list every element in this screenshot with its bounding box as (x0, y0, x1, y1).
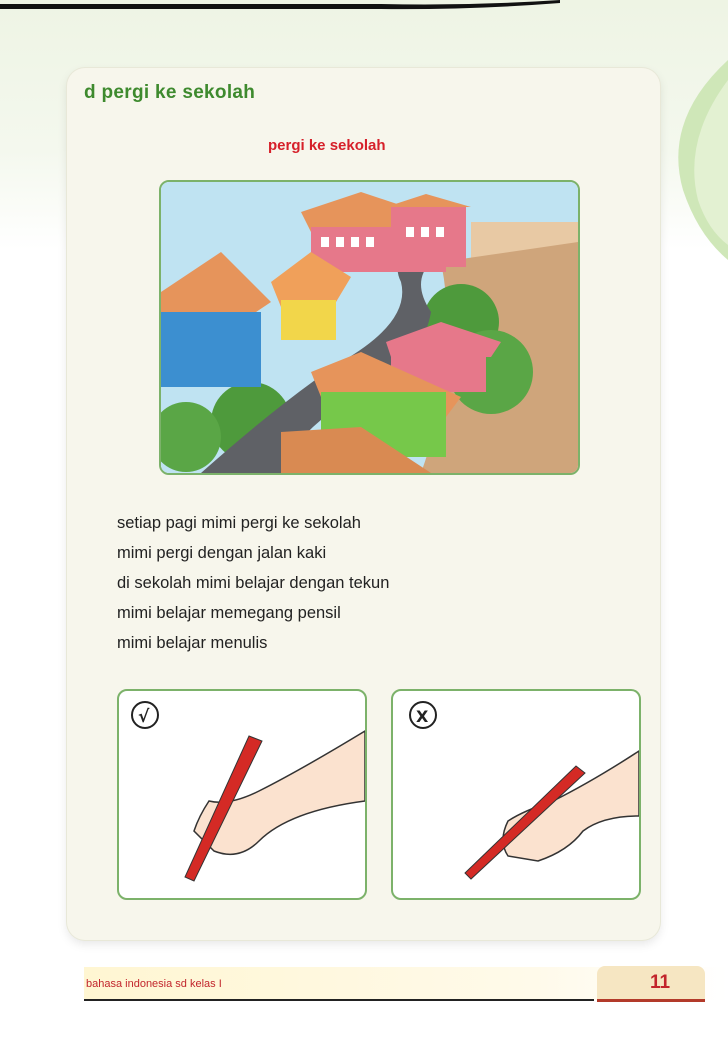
incorrect-grip-panel (391, 689, 641, 900)
reading-line: setiap pagi mimi pergi ke sekolah (117, 514, 361, 532)
reading-line: mimi belajar memegang pensil (117, 604, 341, 622)
incorrect-mark-symbol: X (416, 707, 429, 726)
reading-title: pergi ke sekolah (268, 137, 386, 154)
footer-book-title: bahasa indonesia sd kelas I (86, 978, 222, 990)
leaf-decoration (653, 60, 728, 260)
reading-line: mimi belajar menulis (117, 634, 268, 652)
school-street-illustration (159, 180, 580, 475)
reading-line: di sekolah mimi belajar dengan tekun (117, 574, 390, 592)
footer-rule (84, 999, 594, 1001)
top-decoration (0, 0, 728, 30)
section-heading: d pergi ke sekolah (84, 82, 256, 103)
reading-line: mimi pergi dengan jalan kaki (117, 544, 327, 562)
correct-grip-panel (117, 689, 367, 900)
correct-mark-symbol: √ (138, 707, 150, 727)
page-number: 11 (650, 972, 671, 993)
reading-lines (117, 508, 389, 658)
